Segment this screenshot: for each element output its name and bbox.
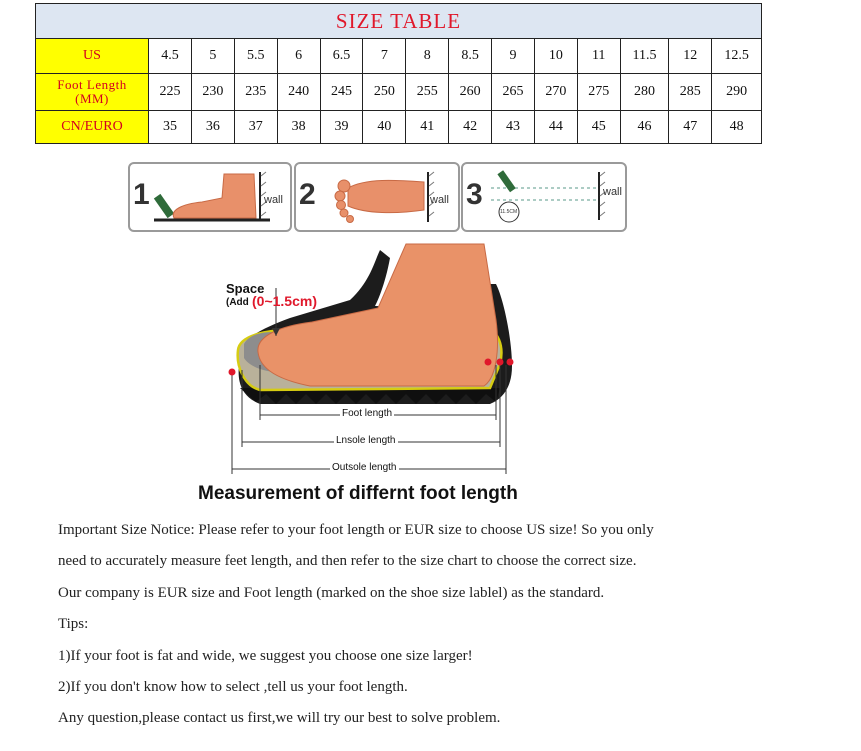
euro-cell: 47: [669, 111, 712, 144]
size-table: [35, 3, 762, 144]
foot-length-cell: 250: [363, 74, 406, 111]
us-cell: 6.5: [320, 39, 363, 74]
euro-cell: 44: [534, 111, 577, 144]
foot-length-cell: 255: [406, 74, 449, 111]
step-1-panel: [128, 162, 292, 232]
us-cell: 12.5: [712, 39, 762, 74]
euro-size-row: [36, 111, 762, 144]
euro-cell: 46: [620, 111, 669, 144]
tip-1: 1)If your foot is fat and wide, we suggest you choose one size larger!: [58, 647, 473, 664]
us-cell: 7: [363, 39, 406, 74]
step-3-ruler-badge: 11.5CM: [500, 209, 518, 215]
foot-length-cell: 265: [492, 74, 535, 111]
insole-length-dimension-label: Lnsole length: [336, 435, 396, 446]
euro-cell: 40: [363, 111, 406, 144]
step-1-wall-label: wall: [264, 194, 283, 206]
foot-length-cell: 260: [449, 74, 492, 111]
table-title: SIZE TABLE: [36, 4, 762, 39]
space-label: Space: [226, 281, 265, 296]
foot-length-cell: 270: [534, 74, 577, 111]
foot-length-cell: 290: [712, 74, 762, 111]
euro-label: CN/EURO: [36, 111, 149, 144]
us-cell: 4.5: [149, 39, 192, 74]
euro-cell: 37: [234, 111, 277, 144]
us-cell: 11: [577, 39, 620, 74]
step-2-number: 2: [299, 178, 316, 211]
foot-length-cell: 245: [320, 74, 363, 111]
step-3-panel: [461, 162, 627, 232]
foot-length-cell: 285: [669, 74, 712, 111]
us-cell: 8: [406, 39, 449, 74]
measurement-diagram: [200, 240, 540, 480]
space-range-label: (0~1.5cm): [252, 293, 317, 309]
step-2-panel: [294, 162, 460, 232]
euro-cell: 39: [320, 111, 363, 144]
us-cell: 5: [191, 39, 234, 74]
foot-length-label-line1: Foot Length: [57, 77, 127, 92]
add-label: (Add: [226, 297, 249, 308]
step-1-number: 1: [133, 178, 150, 211]
us-cell: 10: [534, 39, 577, 74]
step-3-wall-label: wall: [603, 186, 622, 198]
us-label: US: [36, 39, 149, 74]
notice-line-1: Important Size Notice: Please refer to your foot length or EUR size to choose US size! So you only: [58, 522, 654, 538]
step-3-number: 3: [466, 178, 483, 211]
euro-cell: 41: [406, 111, 449, 144]
us-cell: 6: [277, 39, 320, 74]
foot-length-cell: 235: [234, 74, 277, 111]
foot-length-row: [36, 74, 762, 111]
us-cell: 9: [492, 39, 535, 74]
foot-length-cell: 280: [620, 74, 669, 111]
outsole-length-dimension-label: Outsole length: [332, 462, 397, 473]
euro-cell: 48: [712, 111, 762, 144]
notice-line-3: Our company is EUR size and Foot length (marked on the shoe size lablel) as the standard.: [58, 584, 605, 601]
step-2-wall-label: wall: [430, 194, 449, 206]
us-cell: 5.5: [234, 39, 277, 74]
euro-cell: 36: [191, 111, 234, 144]
foot-length-cell: 240: [277, 74, 320, 111]
euro-cell: 42: [449, 111, 492, 144]
euro-cell: 35: [149, 111, 192, 144]
size-notes: [58, 518, 848, 738]
us-size-row: [36, 39, 762, 74]
tip-2: 2)If you don't know how to select ,tell us your foot length.: [58, 678, 408, 695]
us-cell: 12: [669, 39, 712, 74]
euro-cell: 45: [577, 111, 620, 144]
foot-length-cell: 275: [577, 74, 620, 111]
foot-length-cell: 225: [149, 74, 192, 111]
contact-note: Any question,please contact us first,we will try our best to solve problem.: [58, 710, 501, 727]
euro-cell: 38: [277, 111, 320, 144]
us-cell: 8.5: [449, 39, 492, 74]
diagram-caption: Measurement of differnt foot length: [198, 483, 518, 504]
tips-heading: Tips:: [58, 616, 89, 633]
euro-cell: 43: [492, 111, 535, 144]
step-3-ruler-icon: [463, 164, 625, 230]
notice-line-2: need to accurately measure feet length, and then refer to the size chart to choose the correct size.: [58, 553, 637, 570]
foot-length-dimension-label: Foot length: [342, 408, 393, 419]
foot-length-label: [36, 74, 149, 111]
table-title-row: [36, 4, 762, 39]
foot-length-cell: 230: [191, 74, 234, 111]
foot-length-label-line2: (MM): [75, 91, 109, 106]
us-cell: 11.5: [620, 39, 669, 74]
